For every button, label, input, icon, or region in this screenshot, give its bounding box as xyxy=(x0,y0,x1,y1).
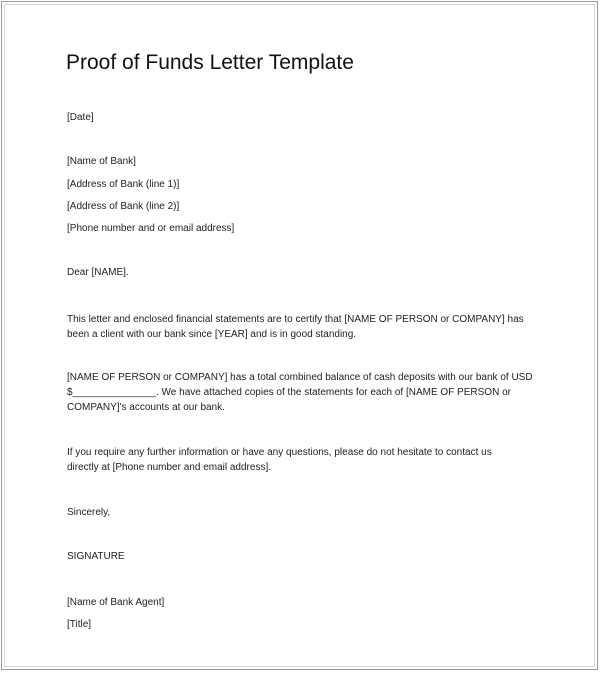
bank-contact-line: [Phone number and or email address] xyxy=(67,223,235,234)
paragraph-certification xyxy=(67,312,537,342)
paragraph-line: $_______________. We have attached copies of the statements for each of [NAME OF PERSON or xyxy=(67,387,511,398)
bank-name-line: [Name of Bank] xyxy=(67,156,136,167)
agent-name-line: [Name of Bank Agent] xyxy=(67,597,165,608)
paragraph-line: COMPANY]'s accounts at our bank. xyxy=(67,402,225,413)
salutation: Dear [NAME]. xyxy=(67,267,129,278)
date-line: [Date] xyxy=(67,112,94,123)
document-page xyxy=(1,1,598,670)
paragraph-line: This letter and enclosed financial statements are to certify that [NAME OF PERSON or COMPANY] has xyxy=(67,314,524,325)
agent-title-line: [Title] xyxy=(67,619,92,630)
signature: SIGNATURE xyxy=(67,551,125,562)
paragraph-line: If you require any further information or have any questions, please do not hesitate to contact us xyxy=(67,447,492,458)
bank-address-line-1: [Address of Bank (line 1)] xyxy=(67,179,180,190)
paragraph-line: [NAME OF PERSON or COMPANY] has a total combined balance of cash deposits with our bank of USD xyxy=(67,372,533,383)
document-title: Proof of Funds Letter Template xyxy=(66,51,354,74)
bank-address-line-2: [Address of Bank (line 2)] xyxy=(67,201,180,212)
closing: Sincerely, xyxy=(67,507,111,518)
paragraph-line: been a client with our bank since [YEAR] and is in good standing. xyxy=(67,329,357,340)
paragraph-contact xyxy=(67,445,537,475)
paragraph-balance xyxy=(67,370,537,415)
paragraph-line: directly at [Phone number and email address]. xyxy=(67,462,271,473)
